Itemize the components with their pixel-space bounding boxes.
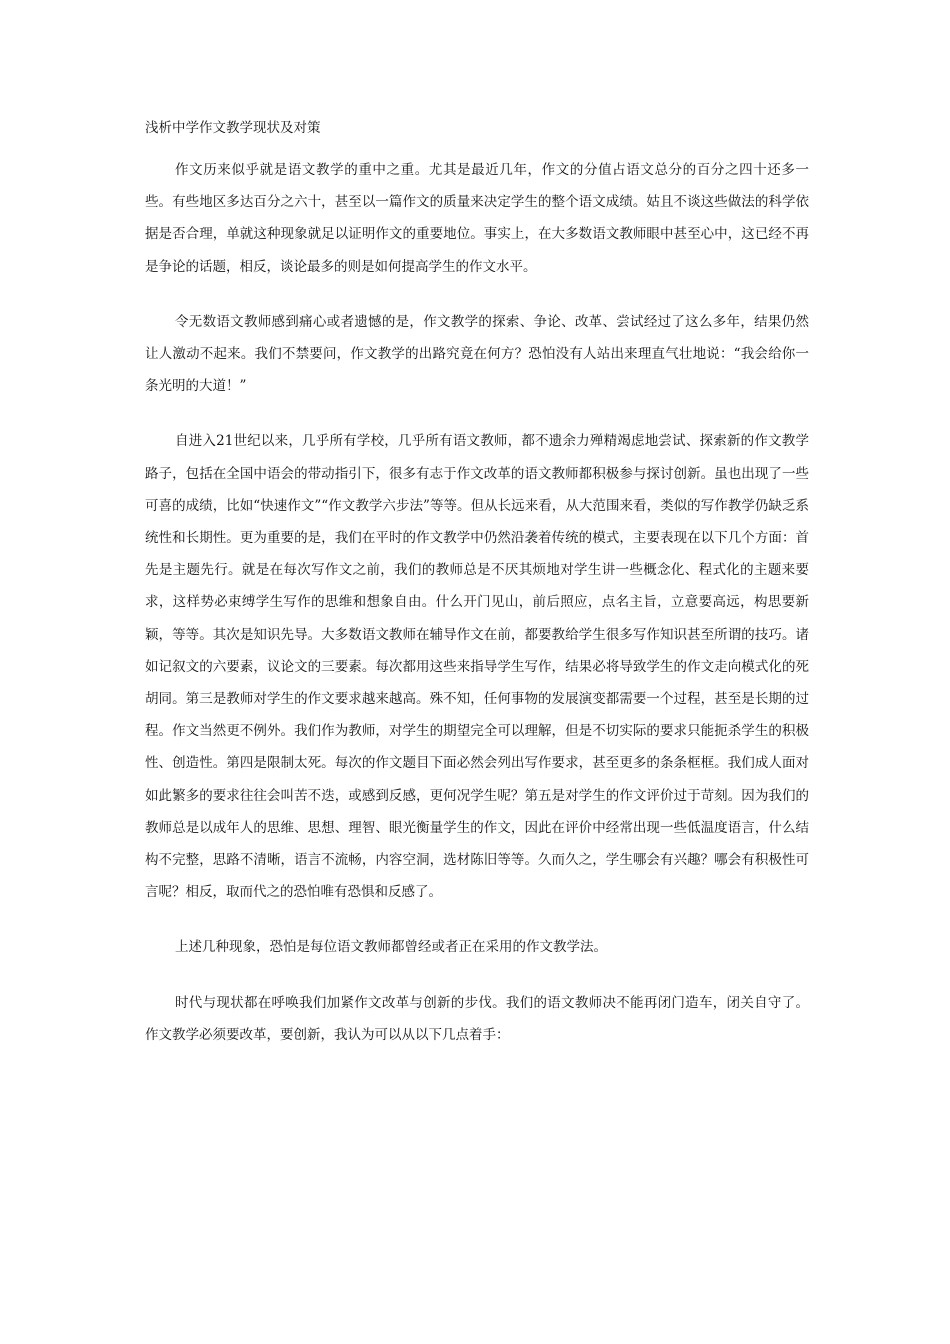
document-title: 浅析中学作文教学现状及对策 <box>145 120 321 136</box>
paragraph-1: 作文历来似乎就是语文教学的重中之重。尤其是最近几年，作文的分值占语文总分的百分之四十还多一些。有些地区多达百分之六十，甚至以一篇作文的质量来决定学生的整个语文成绩。姑且不谈这些做法的科学依据是否合理，单就这种现象就足以证明作文的重要地位。事实上，在大多数语文教师眼中甚至心中，这已经不再是争论的话题，相反，谈论最多的则是如何提高学生的作文水平。 <box>145 162 809 275</box>
paragraph-3: 自进入21世纪以来，几乎所有学校，几乎所有语文教师，都不遗余力殚精竭虑地尝试、探索新的作文教学路子，包括在全国中语会的带动指引下，很多有志于作文改革的语文教师都积极参与探讨创新。虽也出现了一些可喜的成绩，比如“快速作文”“作文教学六步法”等等。但从长远来看，从大范围来看，类似的写作教学仍缺乏系统性和长期性。更为重要的是，我们在平时的作文教学中仍然沿袭着传统的模式，主要表现在以下几个方面：首先是主题先行。就是在每次写作文之前，我们的教师总是不厌其烦地对学生讲一些概念化、程式化的主题来要求，这样势必束缚学生写作的思维和想象自由。什么开门见山，前后照应，点名主旨，立意要高远，构思要新颖，等等。其次是知识先导。大多数语文教师在辅导作文在前，都要教给学生很多写作知识甚至所谓的技巧。诸如记叙文的六要素，议论文的三要素。每次都用这些来指导学生写作，结果必将导致学生的作文走向模式化的死胡同。第三是教师对学生的作文要求越来越高。殊不知，任何事物的发展演变都需要一个过程，甚至是长期的过程。作文当然更不例外。我们作为教师，对学生的期望完全可以理解，但是不切实际的要求只能扼杀学生的积极性、创造性。第四是限制太死。每次的作文题目下面必然会列出写作要求，甚至更多的条条框框。我们成人面对如此繁多的要求往往会叫苦不迭，或感到反感，更何况学生呢？第五是对学生的作文评价过于苛刻。因为我们的教师总是以成年人的思维、思想、理智、眼光衡量学生的作文，因此在评价中经常出现一些低温度语言，什么结构不完整，思路不清晰，语言不流畅，内容空洞，选材陈旧等等。久而久之，学生哪会有兴趣？哪会有积极性可言呢？相反，取而代之的恐怕唯有恐惧和反感了。 <box>145 433 809 901</box>
paragraph-4: 上述几种现象，恐怕是每位语文教师都曾经或者正在采用的作文教学法。 <box>175 939 607 956</box>
paragraph-5: 时代与现状都在呼唤我们加紧作文改革与创新的步伐。我们的语文教师决不能再闭门造车，闭关自守了。作文教学必须要改革，要创新，我认为可以从以下几点着手： <box>145 994 809 1043</box>
document-body <box>145 118 809 1074</box>
paragraph-2: 令无数语文教师感到痛心或者遗憾的是，作文教学的探索、争论、改革、尝试经过了这么多年，结果仍然让人激动不起来。我们不禁要问，作文教学的出路究竟在何方？恐怕没有人站出来理直气壮地说：“我会给你一条光明的大道！” <box>145 313 809 395</box>
